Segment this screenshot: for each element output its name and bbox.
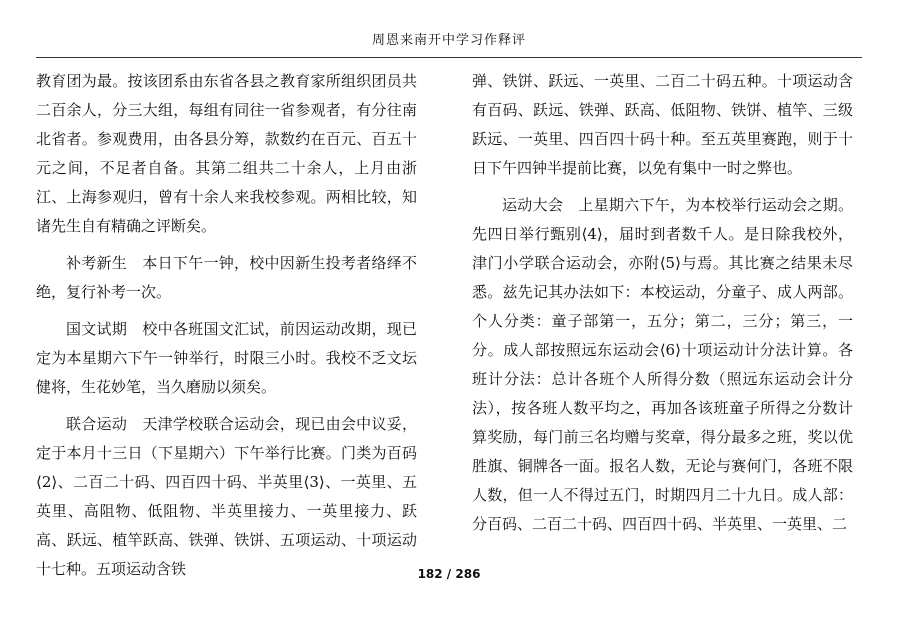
right-text-column <box>472 67 853 547</box>
running-header: 周恩来南开中学习作释评 <box>371 33 526 48</box>
page-number: 182 / 286 <box>417 567 481 581</box>
paragraph-makeup-exam: 补考新生 本日下午一钟，校中因新生投考者络绎不绝，复行补考一次。 <box>36 254 417 301</box>
paragraph-sports-meeting: 运动大会 上星期六下午，为本校举行运动会之期。先四日举行甄别⟨4⟩，届时到者数千人。是日除我校外，津门小学联合运动会，亦附⟨5⟩与焉。其比赛之结果未尽悉。兹先记其办法如下：本校运动，分童子、成人两部。个人分类：童子部第一，五分；第二，三分；第三，一分。成人部按照远东运动会⟨6⟩十项运动计分法计算。各班计分法：总计各班个人所得分数（照远东运动会计分法），按各班人数平均之，再加各该班童子所得之分数计算奖励，每门前三名均赠与奖章，得分最多之班，奖以优胜旗、铜牌各一面。报名人数，无论与赛何门，各班不限人数，但一人不得过五门，时期四月二十九日。成人部：分百码、二百二十码、四百四十码、半英里、一英里、二 <box>472 196 853 533</box>
paragraph-continued: 教育团为最。按该团系由东省各县之教育家所组织团员共二百余人，分三大组，每组有同往一省参观者，有分往南北省者。参观费用，由各县分筹，款数约在百元、百五十元之间，不足者自备。其第二组共二十余人，上月由浙江、上海参观归，曾有十余人来我校参观。两相比较，知诸先生自有精确之评断矣。 <box>36 72 417 235</box>
paragraph-joint-sports: 联合运动 天津学校联合运动会，现已由会中议妥，定于本月十三日（下星期六）下午举行比赛。门类为百码⟨2⟩、二百二十码、四百四十码、半英里⟨3⟩、一英里、五英里、高阻物、低阻物、半英里接力、一英里接力、跃高、跃远、植竿跃高、铁弹、铁饼、五项运动、十项运动十七种。五项运动含铁 <box>36 415 417 578</box>
paragraph-continued-sports: 弹、铁饼、跃远、一英里、二百二十码五种。十项运动含有百码、跃远、铁弹、跃高、低阻物、铁饼、植竿、三级跃远、一英里、四百四十码十种。至五英里赛跑，则于十日下午四钟半提前比赛，以免有集中一时之弊也。 <box>472 72 853 177</box>
paragraph-chinese-exam: 国文试期 校中各班国文汇试，前因运动改期，现已定为本星期六下午一钟举行，时限三小时。我校不乏文坛健将，生花妙笔，当久磨励以须矣。 <box>36 320 417 396</box>
header-rule <box>36 57 862 58</box>
left-text-column <box>36 67 417 592</box>
